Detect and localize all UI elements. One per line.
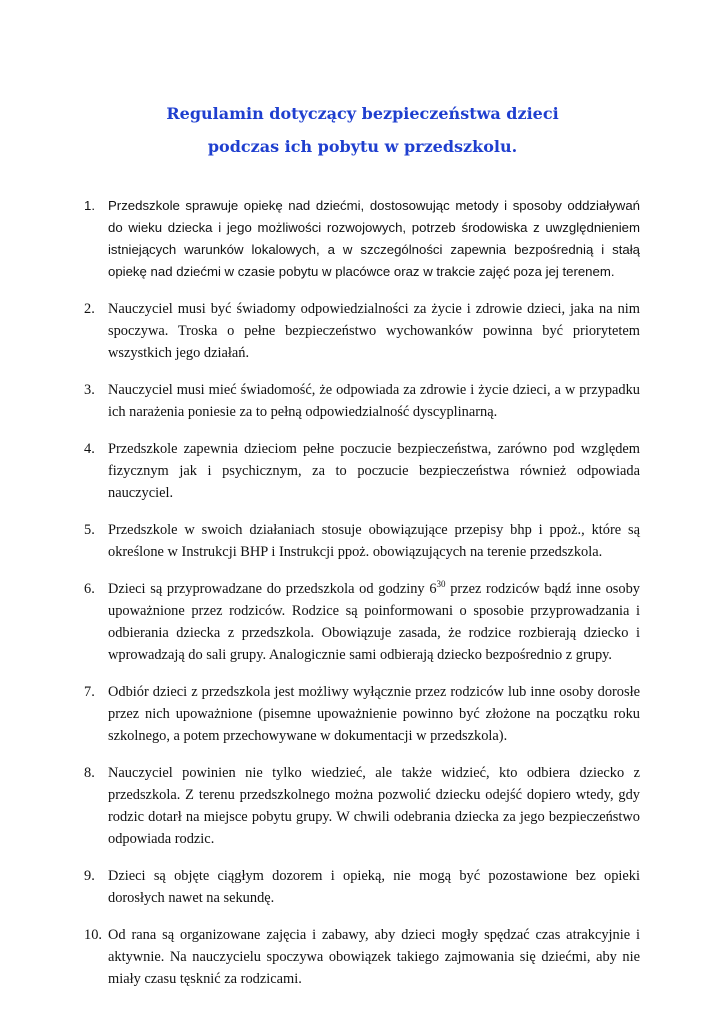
rule-item-8 [84,762,640,850]
rule-item-9 [84,865,640,909]
rule-number: 7. [84,684,95,700]
document-title-line-1: Regulamin dotyczący bezpieczeństwa dzieci [166,104,559,123]
rule-item-3 [84,379,640,423]
rule-number: 1. [84,198,95,213]
rule-item-10 [84,924,640,990]
rule-text-after: przez rodziców bądź inne osoby upoważnione przez rodziców. Rodzice są poinformowani o sposobie przyprowadzania i odbierania dziecka z przedszkola. Obowiązuje zasada, że rodzice rozbierają dziecko i wprowadzają do sali grupy. Analogicznie sami odbierają dziecko bezpośrednio z grupy. [108,581,640,663]
rule-text: Nauczyciel musi mieć świadomość, że odpowiada za zdrowie i życie dzieci, a w przypadku ich narażenia poniesie za to pełną odpowiedzialność dyscyplinarną. [108,382,640,420]
rule-text: Dzieci są objęte ciągłym dozorem i opieką, nie mogą być pozostawione bez opieki dorosłych nawet na sekundę. [108,868,640,906]
rule-item-6 [84,578,640,666]
rule-text: Odbiór dzieci z przedszkola jest możliwy wyłącznie przez rodziców lub inne osoby dorosłe przez nich upoważnione (pisemne upoważnienie powinno być złożone na początku roku szkolnego, a potem przechowywane w dokumentacji w przedszkola). [108,684,640,744]
rule-item-7 [84,681,640,747]
rule-number: 5. [84,522,95,538]
rule-item-4 [84,438,640,504]
rule-number: 10. [84,927,102,943]
rule-text: Nauczyciel powinien nie tylko wiedzieć, ale także widzieć, kto odbiera dziecko z przedszkola. Z terenu przedszkolnego można pozwolić dziecku odejść dopiero wtedy, gdy rodzic dotarł na miejsce pobytu grupy. W chwili odebrania dziecka za jego bezpieczeństwo odpowiada rodzic. [108,765,640,847]
rule-text: Przedszkole w swoich działaniach stosuje obowiązujące przepisy bhp i ppoż., które są określone w Instrukcji BHP i Instrukcji ppoż. obowiązujących na terenie przedszkola. [108,522,640,560]
rule-item-1 [84,195,640,283]
rule-text-before: Dzieci są przyprowadzane do przedszkola od godziny 6 [108,581,437,597]
rule-number: 6. [84,581,95,597]
rule-item-5 [84,519,640,563]
rule-text: Przedszkole sprawuje opiekę nad dziećmi, dostosowując metody i sposoby oddziaływań do wieku dziecka i jego możliwości rozwojowych, potrzeb środowiska z uwzględnieniem istniejących warunków lokalowych, a w szczególności zapewnia bezpośrednią i stałą opiekę nad dziećmi w czasie pobytu w placówce oraz w trakcie zajęć poza jej terenem. [108,198,640,279]
rule-item-2 [84,298,640,364]
rule-number: 3. [84,382,95,398]
rule-text: Przedszkole zapewnia dzieciom pełne poczucie bezpieczeństwa, zarówno pod względem fizycznym jak i psychicznym, za to poczucie bezpieczeństwa również odpowiada nauczyciel. [108,441,640,501]
rule-text: Nauczyciel musi być świadomy odpowiedzialności za życie i zdrowie dzieci, jaka na nim spoczywa. Troska o pełne bezpieczeństwo wychowanków powinna być priorytetem wszystkich jego działań. [108,301,640,361]
rule-number: 9. [84,868,95,884]
document-title-line-2: podczas ich pobytu w przedszkolu. [207,137,518,156]
rule-number: 8. [84,765,95,781]
rule-number: 2. [84,301,95,317]
rules-list [84,195,640,1005]
rule-time-superscript: 30 [436,579,446,589]
rule-text: Od rana są organizowane zajęcia i zabawy, aby dzieci mogły spędzać czas atrakcyjnie i aktywnie. Na nauczycielu spoczywa obowiązek takiego zajmowania się dziećmi, aby nie miały czasu tęsknić za rodzicami. [108,927,640,987]
rule-number: 4. [84,441,95,457]
